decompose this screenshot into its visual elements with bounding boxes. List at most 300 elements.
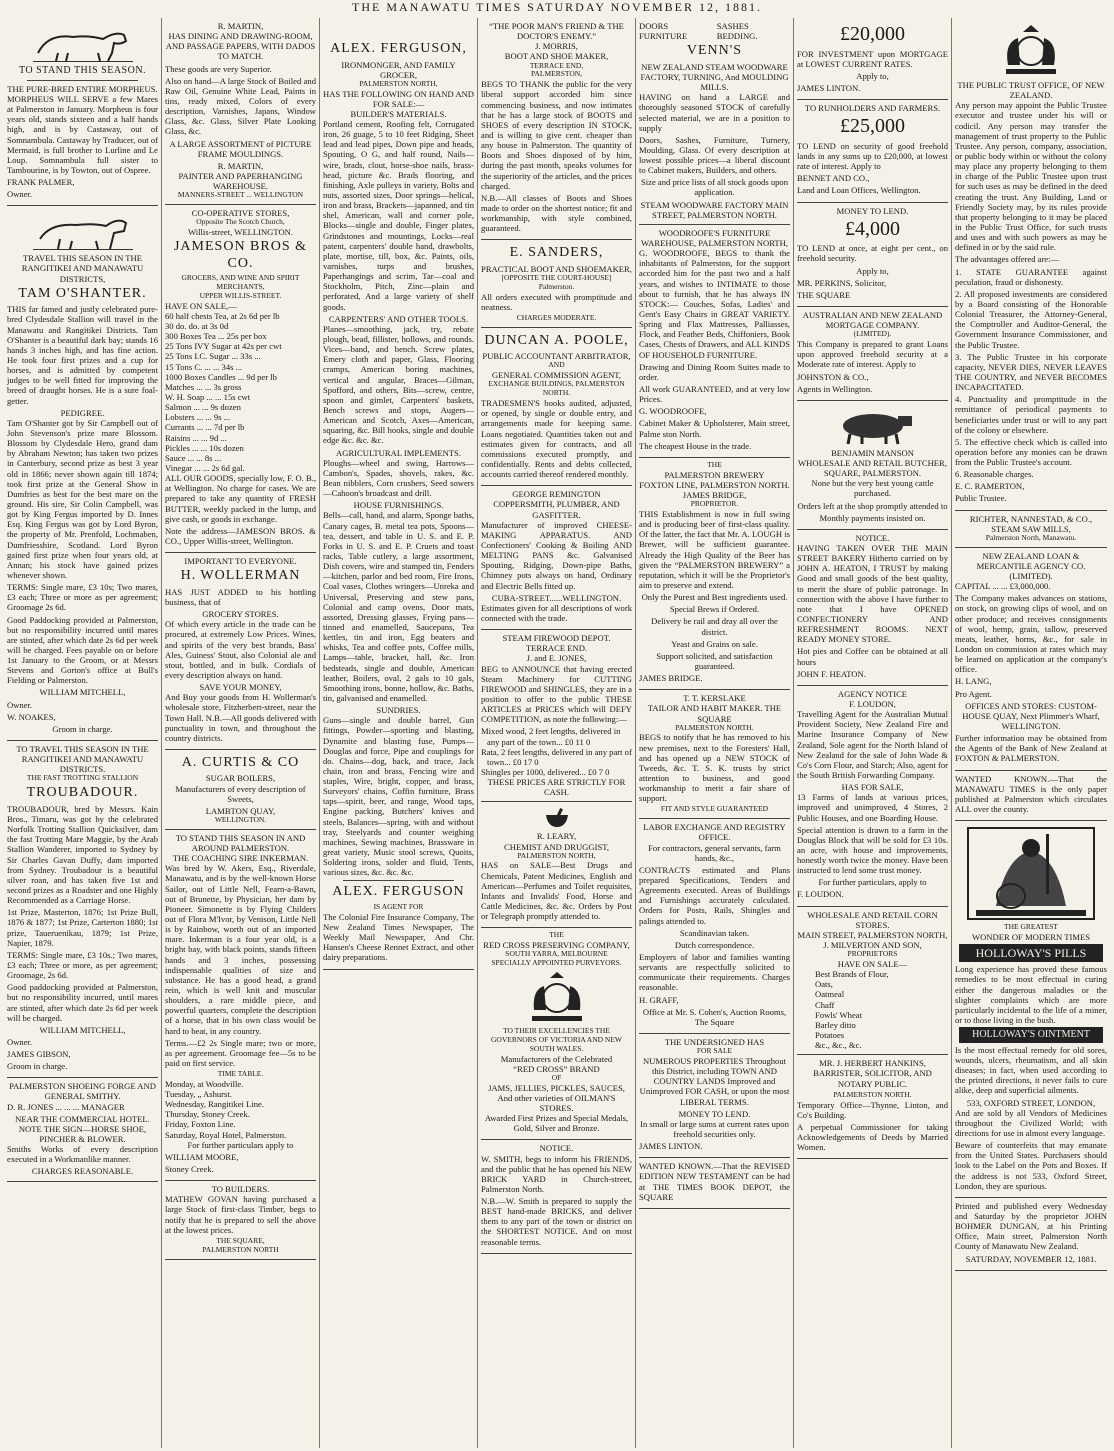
address-line: MANNERS-STREET ... WELLINGTON (177, 190, 304, 200)
caution-text: Beware of counterfeits that may emanate from the United States. Purchasers should look to the Label on the Pots and Boxes. If the address is not 533, Oxford Street, London, they are spurious. (955, 1140, 1107, 1191)
groom-name: W. NOAKES, (7, 711, 56, 722)
list-item: Chaff (815, 999, 835, 1010)
ad-heading: MONEY TO LEND. (836, 205, 909, 216)
ad-note: Orders left at the shop promptly attended to (797, 500, 948, 511)
list-item: Monday, at Woodville. (165, 1078, 244, 1089)
ad-remington (481, 486, 632, 630)
ad-body: And Buy your goods from H. Wollerman's wholesale store, Fitzherbert-street, near the Town Hall. N.B.—All goods delivered with punctuality in town, and throughout the country districts. (165, 692, 316, 743)
timetable-heading: TIME TABLE. (217, 1069, 264, 1079)
address-line: FOXTON LINE, PALMERSTON NORTH. (639, 479, 790, 490)
street-line: Willis-street, WELLINGTON. (187, 227, 294, 238)
ad-body: BEG to ANNOUNCE that having erected Steam Machinery for CUTTING FIREWOOD and SHINGLES, they are in a position to offer to the public THESE ARTICLES at PRICES which will DEFY COMPETITION, as note the following:— (481, 663, 632, 725)
brand-line: “RED CROSS” BRAND (513, 1063, 600, 1074)
ad-body: HAS on SALE—Best Drugs and Chemicals, Patent Medicines, English and American—Perfumes and Toilet requisites, Infants and Invalids' Food, Horse and Cattle Medicines, &c. &c. Orders by Post or Telegraph promptly attended to. (481, 860, 632, 922)
advertiser-name: RED CROSS PRESERVING COMPANY, (483, 940, 630, 951)
bull-engraving-icon (828, 406, 918, 446)
list-item: Thursday, Stoney Creek. (165, 1109, 250, 1120)
location-line: TERRACE END. (525, 643, 588, 654)
ad-subtitle: THE COACHING SIRE INKERMAN. (172, 853, 309, 864)
sale-body: 13 Farms of lands at various prices, improved and unimproved, 4 Stores, 2 Public Houses, and one Boarding House. (797, 792, 948, 823)
goods-line: JAMS, JELLIES, PICKLES, SAUCES, (488, 1082, 625, 1093)
horse-name: TAM O'SHANTER. (18, 285, 147, 301)
ad-loudon (797, 686, 948, 907)
location-line: [OPPOSITE THE COURT-HOUSE] (501, 273, 612, 283)
advantages-heading: The advantages offered are:— (955, 254, 1060, 265)
ad-note: All work GUARANTEED, and at very low Prices. (639, 384, 790, 405)
ad-ferguson (323, 18, 474, 970)
ad-heading: SAVE YOUR MONEY, (199, 682, 282, 693)
ad-heading: WOODROOFE'S FURNITURE WAREHOUSE, PALMERSTON NORTH, (640, 227, 789, 249)
ad-body: All orders executed with promptitude and neatness. (481, 291, 632, 312)
ad-note: For further particulars, apply to (818, 877, 927, 888)
apply-line: Apply to, (856, 265, 889, 276)
list-item: Friday, Foxton Line. (165, 1119, 236, 1130)
ad-subtitle: SPECIALLY APPOINTED PURVEYORS. (491, 958, 622, 968)
ad-signer: WILLIAM MITCHELL, (39, 687, 126, 698)
advertiser-name: AUSTRALIAN AND NEW ZEALAND MORTGAGE COMPANY. (802, 310, 943, 331)
terms-text: TERMS: Single mare, £3 10s; Two mares, £3 each; Three or more as per agreement; Groomage 2s 6d. (7, 582, 158, 613)
ad-body: BEGS to notify that he has removed to his new premises, next to the Foresters' Hall, and has opened up a NEW STOCK of Tweeds, &c. T. S. K. trusts by strict attention to business, and good workmanship to merit a fair share of support. (639, 732, 790, 804)
ad-lead: HAS DINING AND DRAWING-ROOM, AND PASSAGE PAPERS, WITH DADOS TO MATCH. (165, 31, 316, 62)
ad-lead: HAS THE FOLLOWING ON HAND AND FOR SALE:— (323, 88, 474, 109)
sale-heading: HAVE ON SALE,— (165, 300, 237, 311)
ad-note: Monthly payments insisted on. (819, 512, 926, 523)
ad-signer: WILLIAM MOORE, (165, 1151, 239, 1162)
ad-venns (639, 18, 790, 225)
list-item: 1. STATE GUARANTEE against peculation, fraud or dishonesty. (955, 266, 1107, 287)
list-item: 2. All proposed investments are considered by a Board consisting of the Honorable Colonial Treasurer, the Attorney-General, the Comptroller and Auditor-General, the Government Insurance Commissioner, and the Public Trustee. (955, 288, 1107, 350)
sale-heading: HAVE ON SALE— (837, 959, 908, 970)
ad-body: NUMEROUS PROPERTIES Throughout this District, including TOWN AND COUNTRY LANDS Improved and Unimproved FOR CASH, or upon the most LIBERAL TERMS. (639, 1055, 790, 1107)
ad-signer-place: Stoney Creek. (165, 1164, 214, 1175)
ad-note: Estimates given for all descriptions of work connected with the trade. (481, 602, 632, 623)
article-line: THE (549, 930, 564, 940)
stock-items: Doors, Sashes, Furniture, Turnery, Moulding, Glass. Of every description at lowest possible prices—a liberal discount to Cabinet makers, Builders, and others. (639, 134, 790, 176)
ad-r-martin (165, 18, 316, 205)
column-4 (478, 18, 636, 1448)
list-item: W. H. Soap ... ... 15s cwt (165, 392, 251, 403)
wonder-line: WONDER OF MODERN TIMES (971, 931, 1090, 942)
ad-heading: THE GREATEST (1004, 922, 1058, 932)
ad-signer: JAMES LINTON. (639, 1141, 703, 1152)
list-item: Vinegar ... ... 2s 6d gal. (165, 463, 245, 474)
ad-heading: NOTICE. (539, 1143, 574, 1154)
ad-properties (639, 1034, 790, 1158)
section-items: Ploughs—wheel and swing, Harrows—Cambon's, Spades, shovels, rakes, &c. Bean nibblers, Corn crushers, Seed sowers—Cahoon's broadcast and drill. (323, 457, 474, 499)
advertiser-name: H. WOLLERMAN (180, 568, 301, 584)
address-line: SQUARE, PALMERSTON. (823, 468, 922, 479)
paddock-text: Good paddocking provided at Palmerston, but no responsibility incurred, until mares are stinted, after which date 2s 6d per week will be charged. (7, 982, 158, 1023)
column-2 (162, 18, 320, 1448)
ad-jameson-bros (165, 205, 316, 553)
ad-note: Drawing and Dining Room Suites made to order. (639, 361, 790, 382)
ad-heading: STEAM FIREWOOD DEPOT. (502, 633, 611, 644)
ad-smith-brickyard (481, 1140, 632, 1253)
newspaper-page (4, 18, 1110, 1448)
trade-line: PUBLIC ACCOUNTANT ARBITRATOR, (482, 351, 631, 362)
pedigree-text: Tam O'Shanter got by Sir Campbell out of John Stevenson's prize mare Blossom. Blossom by Clydesdale Hero, grand dam by Abraham Newton; has taken two prizes in Canterbury, second prize as best 3 year old in 1866; never shown again till 1874; took first prize at the General Show in Dumfries as best for the best mare on the ground. His sire, Sir Colin Campbell, was got by King Fergus imported by D. Innes Esq. King Fergus was got by Lord Byron, the property of Mr. Prenfold, Lochmaben, Dumfriesshire, Scotland. Lord Byron gained first prize when four years old, at Annan; his stock have gained prizes whenever shown. (7, 417, 158, 580)
advertiser-name: MR. J. HERBERT HANKINS, (819, 1058, 926, 1069)
charges-line: CHARGES MODERATE. (516, 312, 597, 322)
ad-body: ALL OUR GOODS, specially low, F. O. B., at Wellington. No charge for cases. We are prepared to take any quantity of FRESH BUTTER, weekly packed in the lump, and give cash, or goods in exchange. (165, 473, 316, 524)
other-goods-line: And other varieties of OILMAN'S STORES. (497, 1092, 616, 1113)
ad-4000 (797, 203, 948, 307)
ad-note: And are sold by all Vendors of Medicines throughout the Civilized World; with directions for use in almost every language. (955, 1107, 1107, 1139)
advertiser-name: GEORGE REMINGTON (512, 489, 601, 500)
ad-title: THE PUBLIC TRUST OFFICE, OF NEW ZEALAND. (957, 80, 1105, 101)
ad-brewery (639, 458, 790, 690)
sale-heading: HAS FOR SALE, (841, 782, 904, 793)
amount-headline: £20,000 (840, 23, 905, 45)
advertiser-name: T. T. KERSLAKE (683, 693, 746, 704)
ad-woodroofe (639, 225, 790, 458)
ad-subtitle: THE FAST TROTTING STALLION (26, 773, 139, 783)
trade-line: COPPERSMITH, PLUMBER, AND GASFITTER. (493, 499, 620, 520)
prizes-text: 1st Prize, Masterton, 1876; 1st Prize Bull, 1876 & 1877; 1st Prize, Carterton 1880; 1st prize, Taueruenikau, 1879; 1st Prize, Napier, 1879. (7, 907, 158, 948)
ad-body: A perpetual Commissioner for taking Acknowledgements of Deeds by Married Women. (797, 1121, 948, 1153)
list-item: Barley ditto (815, 1019, 856, 1030)
ad-signer: JAMES LINTON. (797, 83, 861, 94)
ad-signer-role: Owner. (7, 189, 33, 200)
ointment-banner: HOLLOWAY'S OINTMENT (959, 1027, 1103, 1043)
list-item: 4. Punctuality and promptitude in the remittance of periodical payments to beneficiaries under trust or will to any part of the colony or elsewhere. (955, 394, 1107, 435)
office-line: Temporary Office—Thynne, Linton, and Co's Building. (797, 1099, 948, 1120)
pedigree-heading: PEDIGREE. (60, 407, 105, 418)
advertiser-name: BENJAMIN MANSON (831, 447, 914, 458)
ad-note: Note the address—JAMESON BROS. & CO., Upper Willis-street, Wellington. (165, 525, 316, 547)
ad-holloway (955, 821, 1107, 1198)
ad-note: N.B.—W. Smith is prepared to supply the BEST hand-made BRICKS, and deliver them to any part of the town or district on the SHORTEST NOTICE. And on most reasonable terms. (481, 1196, 632, 1247)
city-line: PALMERSTON NORTH. (675, 722, 754, 732)
ad-signer-role: Public Trustee. (955, 493, 1007, 504)
ad-body: CONTRACTS estimated and Plans prepared Specifications, Tenders and Agreements executed. Areas of Buildings and Furnishings accurately calculated. Orders for Posts, Rails, Shingles and palings attended to. (639, 864, 790, 926)
advertiser-name: J. MORRIS, (535, 41, 578, 52)
address-line: MAIN STREET, PALMERSTON NORTH, (797, 929, 948, 940)
city-line: Palmerston North, Manawatu. (985, 532, 1077, 542)
ad-richter (955, 511, 1107, 548)
city-line: PALMERSTON, (530, 69, 583, 79)
ad-heading: THE UNDERSIGNED HAS (664, 1036, 765, 1047)
ad-signer-role: Cabinet Maker & Upholsterer, Main street, Palme ston North. (639, 418, 790, 439)
ad-body: Manufacturer of improved CHEESE-MAKING APPARATUS. AND Confectioners' Cooking & Boiling AND MELTING PANS &c. Galvanised Spouting, Ridging, Down-pipe Baths, Chimney pots always on hand, Ordinary and Electric Bells fitted up. (481, 519, 632, 591)
ad-note: Scandinavian taken. (679, 927, 750, 938)
ad-note: Only the Purest and Best ingredients used. (641, 592, 788, 603)
ad-body: TO LEND at once, at eight per cent., on freehold security. (797, 243, 948, 264)
ad-body: MATHEW GOVAN having purchased a large Stock of first-class Timber, begs to notify that he is prepared to sell the above at the lowest prices. (165, 1194, 316, 1235)
city-line: PALMERSTON NORTH, (517, 850, 596, 860)
horse-engraving-icon (28, 23, 138, 63)
groom-role: Groom in charge. (52, 723, 113, 734)
column-5 (636, 18, 794, 1448)
list-item: 1000 Boxes Candles ... 9d per lb (165, 371, 277, 382)
section-items: Guns—single and double barrel, Gun fittings, Powder—sporting and blasting, Dynamite and blasting fuse, Pumps—Douglas and force, Pipe and couplings for do. Chains—dog, back, and trace, Jack chain, iron and brass, Fencing wire and staples, Wire, bright, copper, and brass, Surveyors' chains, Coffin furniture, Brass taps—spirit, beer, and range, Wood taps, Engine packing, Butchers' knives and steels, Balances—spring, with and without tray, Steelyards and counter weighing machines, Sewing machines, Brassware in great variety, Music stool screws, Quoits, Soldering irons, solder and fluid, Tents, various sizes, &c. &c. &c. (323, 715, 474, 878)
ad-heading: TO BUILDERS. (211, 1184, 270, 1195)
ad-heaton (797, 530, 948, 686)
section-items: Bells—call, hand, and alarm, Sponge baths, Canary cages, B. metal tea pots, Spoons—tea, dessert, and table in U. S. and E. P. Forks in U. S. and E. P. Cruets and toast racks, Table cutlery, a large assortment, Dish covers, wire and stamped tin, Fenders—kitchen, parlor and bed room, Fire Irons, Coal vases, Clothes wringers—Unreka and Universal, Preserving and stew pans, Colonial and camp ovens, Door mats, assorted, Dressing glasses, Frying pans—tinned and enamelled, Saucepans, Tea kettles, tin and iron, Egg beaters and whisks, Tea and coffee pots, Coffee mills, Lamps—table, bracket, hall, &c. Iron bedsteads, single and double, American leather, Boilers, oval, 2 gals to 10 gals, Smoothing irons, bonne, hollow, &c. Baths, tin, galvanised and enamelled. (323, 510, 474, 703)
ad-note: Yeast and Grains on sale. (671, 638, 758, 649)
trade-line: IRONMONGER, AND FAMILY GROCER, (341, 59, 456, 80)
timetable-list (165, 1079, 316, 1140)
of-line: OF (551, 1072, 562, 1082)
ad-heading: NOTICE. (855, 532, 890, 543)
ad-note: N.B.—All classes of Boots and Shoes made to order on the shortest notice; fit and workmanship, with style combined, guaranteed. (481, 192, 632, 234)
advertiser-name: ALEX. FERGUSON (332, 884, 465, 900)
ad-signer-role: Owner. (7, 699, 33, 710)
city-line: PALMERSTON NORTH, (359, 78, 438, 88)
ad-note: Special Brews if Ordered. (669, 604, 760, 615)
list-item: Tuesday, „ Ashurst. (165, 1089, 232, 1100)
list-item: Matches ... ... 3s gross (165, 381, 242, 392)
imprint-date: SATURDAY, NOVEMBER 12, 1881. (965, 1253, 1097, 1264)
advertiser-name: R. MARTIN, (217, 21, 264, 31)
advertiser-name: PALMERSTON BREWERY (664, 469, 765, 480)
city-line: Palmerston. (538, 281, 575, 291)
ad-body: Any person may appoint the Public Trustee executor and trustee under his will or codicil. Any person may transfer the management of trust property to the Public Trustee. Any person, company, association, or public body within or without the colony may place any property belonging to them in charge of the Public Trustee upon trust for such uses as may be defined in the deed creating the trust. Any Building, Land or Friendly Society may, by its rules provide that property belonging to it may be placed in the Public Trust Office, for such trusts and uses and with such powers as may be defined in or by the said rule. (955, 100, 1107, 253)
section-heading: CARPENTERS' AND OTHER TOOLS. (328, 313, 469, 324)
list-item: 3. The Public Trustee in his corporate capacity, NEVER DIES, NEVER LEAVES THE COUNTRY, and NEVER BECOMES INCAPACITATED. (955, 351, 1107, 393)
list-item: Salmon ... ... 9s dozen (165, 402, 241, 413)
ad-morris (481, 18, 632, 240)
ad-heading: IMPORTANT TO EVERYONE. (184, 556, 297, 567)
ad-manson (797, 401, 948, 530)
ad-body: TO LEND on security of good freehold lands in any sums up to £20,000, at lowest rate of interest. Apply to (797, 140, 948, 172)
trade-line: PRACTICAL BOOT AND SHOEMAKER, (481, 263, 632, 274)
list-item: Sauce ... ... 8s ... (165, 452, 222, 463)
ad-troubadour (7, 741, 158, 1078)
ad-signer-role: Owner. (7, 1036, 33, 1047)
city-line: WELLINGTON. (214, 815, 267, 824)
price-list (481, 726, 632, 777)
ad-nz-loan (955, 548, 1107, 771)
ad-subtitle: THE PURE-BRED ENTIRE MORPHEUS. (7, 83, 158, 94)
ad-body: G. WOODROOFE, BEGS to thank the inhabitants of Palmerston, for the support accorded him for the past two and a half years, and wishes to INTIMATE to those about to furnish, that he has always IN STOCK:— Couches, Sofas, Ladies' and Gent's Easy Chairs in GREAT VARIETY. Spring and Flax Mattresses, Palliasses, Flock, and Feather Beds, Chiffoniers, Book Cases, Chests of Drawers, and ALL KINDS OF HOUSEHOLD FURNITURE. (639, 248, 791, 360)
ad-body: Of which every article in the trade can be procured, at extremely Low Prices. Wines, and spirits of the very best brands, Bass' Ales, Guiness' Stout, also Colonial ale and stout, bottled, and in bulk. Cordials of every description always on hand. (165, 619, 316, 680)
agent-line: IS AGENT FOR (373, 901, 424, 911)
trade-line: GENERAL COMMISSION AGENT, (491, 370, 622, 381)
trade-line: GROCERS, AND WINE AND SPIRIT MERCHANTS, (181, 273, 300, 292)
advertiser-name: NEW ZEALAND LOAN & MERCANTILE AGENCY CO. (LIMITED). (976, 550, 1086, 582)
list-item: Raisins ... ... 9d ... (165, 432, 227, 443)
ad-body: TRADESMEN'S books audited, adjusted, or opened, by single or double entry, and arrangements made for keeping same. Loans negotiated. Quantities taken out and estimates given for contracts, and all commissions executed promptly, and confidentially. Rents and debts collected, accounts carried thereof rendered monthly. (481, 398, 632, 480)
trade-line: CHEMIST AND DRUGGIST, (504, 841, 609, 852)
section-heading: HOUSE FURNISHINGS. (353, 500, 444, 511)
ad-title: TRAVEL THIS SEASON IN THE RANGITIKEI AND MANAWATU DISTRICTS, (21, 253, 144, 284)
ad-title: TO STAND THIS SEASON. (18, 65, 147, 76)
ad-morpheus (7, 18, 158, 206)
ad-heading: AGENCY NOTICE (837, 688, 908, 699)
ad-note: Size and price lists of all stock goods upon application. (640, 177, 789, 198)
appointment-line: TO THEIR EXCELLENCIES THE GOVERNORS OF VICTORIA AND NEW SOUTH WALES. (491, 1026, 622, 1053)
ad-note: Hot pies and Coffee can be obtained at all hours (797, 646, 948, 667)
ad-labor-exchange (639, 819, 790, 1034)
ad-signer-role: Land and Loan Offices, Wellington. (797, 185, 921, 196)
ad-signer-place: THE SQUARE (797, 289, 851, 300)
charges-line: CHARGES REASONABLE. (31, 1166, 134, 1177)
list-item: Wednesday, Rangitikei Line. (165, 1099, 264, 1110)
ad-to-builders (165, 1181, 316, 1259)
header-left: DOORS FURNITURE (639, 21, 688, 42)
guarantee-line: FIT AND STYLE GUARANTEED (660, 804, 769, 814)
section-items: Planes—smoothing, jack, try, rebate plough, bead, fillister, hollows, and rounds. Vices—band, and bench. Screw plates, Emery cloth and paper, Glass, Flooring cramps, American boring machines, vertical and angular, Braces—Gilman, Spofford, and others, Bits—screw, centre, spoon and gimlet, Carpenters' baskets, Bench screws and stops, Augers—American and Scotch, Axes—American, squaring, &c. Bill hooks, single and double edge &c. &c. &c. (323, 323, 474, 446)
ad-body: This Company is prepared to grant Loans upon approved freehold security at a Moderate rate of interest. Apply to (797, 339, 948, 370)
list-item: 60 half chests Tea, at 2s 6d per lb (165, 310, 280, 321)
ad-body: Travelling Agent for the Australian Mutual Provident Society, New Zealand Fire and Marine Insurance Company of New Zealand, Sole agent for the North Island of New Zealand for the sale of John Wade & Co's Corn Flour, and Starch; Also, agent for the South British Forwarding Company. (797, 709, 948, 780)
ad-body: MORPHEUS WILL SERVE a few Mares at Palmerston in January. Morpheus is four years old, stands sixteen and a half hands high, and is by Castaway, out of Somnambula. Castaway by Traducer, out of Mermaid, is full brother to Lurline and Le Loup. Somnambula full sister to Tambourine, is by Towton, out of Ospree. (7, 93, 158, 175)
ad-heading: LABOR EXCHANGE AND REGISTRY OFFICE. (643, 822, 786, 843)
office-line: Office at Mr. S. Cohen's, Auction Rooms, The Square (642, 1006, 787, 1027)
advertiser-name: A. CURTIS & CO (181, 754, 300, 770)
trade-line: SUGAR BOILERS, (205, 773, 276, 784)
address-line: 533, OXFORD STREET, LONDON, (966, 1097, 1096, 1108)
list-item: 300 Boxes Tea ... 25s per box (165, 331, 267, 342)
list-item: 6. Reasonable charges. (955, 469, 1034, 480)
ad-signer: FRANK PALMER, (7, 177, 75, 188)
ad-inkerman (165, 830, 316, 1181)
section-heading: BUILDER'S MATERIALS. (350, 108, 447, 119)
trade-line: TAILOR AND HABIT MAKER. THE SQUARE (647, 703, 782, 724)
address-line: UPPER WILLIS-STREET. (199, 290, 282, 300)
advertiser-name: R. LEARY, (536, 831, 577, 842)
list-item: Saturday, Royal Hotel, Palmerston. (165, 1129, 287, 1140)
list-item: 25 Tons IVY Sugar at 42s per cwt (165, 341, 282, 352)
money-heading: MONEY TO LEND. (678, 1108, 751, 1119)
ad-note: For further particulars apply to (187, 1139, 294, 1150)
ad-title: TO STAND THIS SEASON IN AND AROUND PALMERSTON. (175, 832, 306, 853)
ad-body: HAVING on hand a LARGE and thoroughly seasoned STOCK of carefully selected material, we are in a position to supply (639, 92, 790, 133)
address-line: SOUTH YARRA, MELBOURNE (505, 949, 608, 959)
ad-signer: JOHNSTON & CO., (797, 371, 869, 382)
ad-sanders (481, 240, 632, 327)
trade-line: GROCERY STORES. (202, 609, 279, 620)
ad-signer: H. GRAFF, (639, 994, 679, 1005)
ad-signer: MR. PERKINS, Solicitor, (797, 277, 887, 288)
ad-body: TROUBADOUR, bred by Messrs. Kain Bros., Timaru, was got by the celebrated Norfolk Trotting Stallion Quicksilver, dam the fast Trotting Mare Maggie, by the Arab Stallion Wanderer, imported to Sydney by Sir Charles Gavan Duffy, dam imported from Sydney. Troubadour is a beautiful silver roan, and has taken five 1st and second prizes as a Roadster and one Highly Recommended as a Carriage Horse. (7, 803, 158, 906)
ad-red-cross (481, 928, 632, 1140)
article-line: THE (707, 459, 722, 469)
ad-signer: JAMES BRIDGE. (639, 673, 703, 684)
mortar-pestle-icon (542, 807, 572, 829)
ad-title: TO TRAVEL THIS SEASON IN THE RANGITIKEI AND MANAWATU DISTRICTS. (16, 744, 149, 775)
money-body: In small or large sums at current rates upon freehold securities only. (640, 1118, 789, 1139)
ad-signer: JOHN F. HEATON. (797, 668, 866, 679)
ad-body: Also on hand—A large Stock of Boiled and Raw Oil, Genuine White Lead, Paints in tins, ready mixed, Colors of every description, Varnishes, Japans, Window Glass, &c. Glass, Silver Plate Looking Glass, &c. (165, 75, 316, 137)
ad-body: HAVING TAKEN OVER THE MAIN STREET BAKERY Hitherto carried on by JOHN A. HEATON, I TRUST by making Good and small goods of the best quality, to merit the share of public patronage. In connection with the above I have further to note that I have OPENED CONFECTIONERY AND REFRESHMENT ROOMS. NEXT READY MONEY STORE. (797, 542, 948, 645)
header-right: SASHES BEDDING. (716, 21, 758, 42)
trade-line: BOOT AND SHOE MAKER, (504, 51, 609, 62)
trade-line: PAINTER AND PAPERHANGING WAREHOUSE. (178, 170, 303, 192)
ad-body: THIS Establishment is now in full swing and is producing beer of first-class quality. Of the latter, the fact that Mr. A. LOUGH is Brewer, will be sufficient guarantee. Already the High Quality of the Beer has given the “PALMERSTON BREWERY” a reputation, which it will be the Proprietor's aim to preserve and extend. (639, 508, 790, 590)
ad-note: The cheapest House in the trade. (639, 440, 752, 451)
ad-body: FOR INVESTMENT upon MORTGAGE at LOWEST CURRENT RATES. (797, 48, 948, 69)
mfr-line: Manufacturers of the Celebrated (500, 1053, 613, 1064)
ad-kerslake (639, 690, 790, 819)
ad-tam-oshanter (7, 206, 158, 741)
awards-line: Awarded First Prizes and Special Medals, Gold, Silver and Bronze. (484, 1113, 629, 1134)
advertiser-name: R. MARTIN, (217, 160, 264, 171)
list-item: Oatmeal (815, 989, 845, 1000)
header-row (639, 21, 790, 41)
ad-25000 (797, 100, 948, 202)
list-item: Currants ... ... 7d per lb (165, 422, 245, 433)
amount-headline: £25,000 (840, 115, 905, 138)
imprint-text: Printed and published every Wednesday and Saturday by the proprietor JOHN BOHMER DUNGAN, at his Printing Office, Main street, Palmerston North County of Manawatu New Zealand. (955, 1200, 1107, 1252)
ad-aus-nz-mortgage (797, 307, 948, 401)
royal-crest-icon (996, 23, 1066, 78)
special-body: Special attention is drawn to a farm in the Douglas Block that will be sold for £3 10s. an acre, with house and improvements, honestly worth twice the money. Have been instructed to lend some trust money. (797, 824, 948, 876)
list-item: Potatoes (815, 1030, 845, 1041)
list-item: &c., &c., &c. (815, 1040, 862, 1051)
britannia-engraving-icon (966, 826, 1096, 921)
list-item: Lobsters ... ... 9s ... (165, 412, 231, 423)
column-7 (952, 18, 1110, 1448)
ad-signer: G. WOODROOFE, (639, 406, 707, 417)
ad-heading: WHOLESALE AND RETAIL CORN STORES. (807, 909, 938, 930)
list-item: Best Brands of Flour, (815, 969, 889, 980)
list-item: 5. The effective check which is called into operation before any monies can be drawn from the Public Trustee's account. (955, 436, 1107, 468)
advertiser-name: RICHTER, NANNESTAD, & CO., (969, 513, 1093, 524)
ad-signer-role: Agents in Wellington. (797, 383, 873, 394)
ad-note: Support solicited, and satisfaction guaranteed. (656, 650, 773, 671)
ad-note: These goods are very Superior. (165, 63, 272, 74)
ad-lead: HAS JUST ADDED to his bottling business, that of (165, 586, 316, 607)
ad-signer-role: Pro Agent. (955, 688, 992, 699)
pills-banner: HOLLOWAY'S PILLS (959, 944, 1103, 962)
ad-wanted-known (955, 771, 1107, 822)
ad-wollerman (165, 553, 316, 750)
amount-headline: £4,000 (845, 217, 900, 240)
for-sale-line: FOR SALE (696, 1046, 733, 1056)
ad-body: BEGS TO THANK the public for the very liberal support accorded him since commencing business, and now intimates that he has a large stock of BOOTS and SHOES of every description IN STOCK, and is willing to give cent. cheaper than any house in Palmerston. The quantity of Boots and Shoes disposed of by him, during the past month, speaks volumes for the superiority of the articles, and the prices charged. (481, 79, 632, 191)
column-1 (4, 18, 162, 1448)
ad-curtis (165, 750, 316, 830)
ad-note: Further information may be obtained from the Agents of the Bank of New Zealand at FOXTON & PALMERSTON. (955, 733, 1107, 764)
ad-body: THIS far famed and justly celebrated pure-bred Clydesdale Stallion will travel in the Manawatu and Rangitikei Districts. Tam O'Shanter is a beautiful dark bay; stands 16 hands 3 inches high, and has fine action. He took four first prizes and a cup for horses, and is admitted by competent judges to be well fitted for improving the breed of draught horses. He is a sure foal-getter. (7, 304, 158, 406)
capital-line: CAPITAL ... ... £3,000,000. (955, 581, 1051, 592)
and-line: AND (548, 360, 565, 370)
address-line: CUBA-STREET......WELLINGTON. (491, 592, 622, 603)
advertiser-name: JAMESON BROS & CO. (173, 239, 308, 271)
address-line: LAMBTON QUAY, (205, 805, 276, 816)
list-item: Pickles ... ... 10s dozen (165, 442, 244, 453)
ad-leary (481, 802, 632, 928)
groom-name: JAMES GIBSON, (7, 1049, 71, 1060)
ad-duncan-poole (481, 328, 632, 486)
ad-shoeing-forge (7, 1078, 158, 1181)
proprietor-name: JAMES BRIDGE, (682, 489, 747, 500)
trade-line: NEW ZEALAND STEAM WOODWARE FACTORY, TURNING, And MOULDING MILLS. (640, 61, 789, 93)
groom-role: Groom in charge. (7, 1061, 68, 1072)
goods-list (797, 969, 948, 1050)
trade-line: BARRISTER, SOLICITOR, AND NOTARY PUBLIC. (813, 1068, 932, 1089)
ad-note: Delivery be rail and dray all over the district. (651, 616, 778, 637)
list-item: 25 Tons I.C. Sugar ... 33s ... (165, 351, 261, 362)
proprietor-role: PROPRIETOR. (690, 499, 739, 509)
ad-body: WANTED KNOWN.—That the REVISED EDITION NEW TESTAMENT can be had at THE TIMES BOOK DEPOT, the SQUARE (639, 1161, 790, 1202)
column-6 (794, 18, 952, 1448)
agencies-text: The Colonial Fire Insurance Company, The New Zealand Times Newspaper, The Weekly Mail Newspaper, And Chr. Hansen's Cheese Rennet Extract, and other dairy preparations. (323, 911, 474, 963)
ad-heading: CO-OPERATIVE STORES, (191, 208, 290, 219)
location-line: NEAR THE COMMERCIAL HOTEL. (15, 1113, 150, 1124)
horse-name: TROUBADOUR. (26, 785, 139, 801)
ad-title: PALMERSTON SHOEING FORGE AND GENERAL SMITHY. (9, 1081, 156, 1102)
ad-testament (639, 1158, 790, 1209)
ad-lead: For contractors, general servants, farm hands, &c., (648, 842, 781, 863)
proprietor-role: PROPRIETORS (847, 949, 898, 959)
advertiser-name: J. and E. JONES, (526, 653, 587, 664)
list-item: 30 do. do. at 3s 0d (165, 321, 229, 332)
ad-body: Smiths Works of every description executed in a Workmanlike manner. (7, 1144, 158, 1165)
ad-corn-stores (797, 907, 948, 1056)
